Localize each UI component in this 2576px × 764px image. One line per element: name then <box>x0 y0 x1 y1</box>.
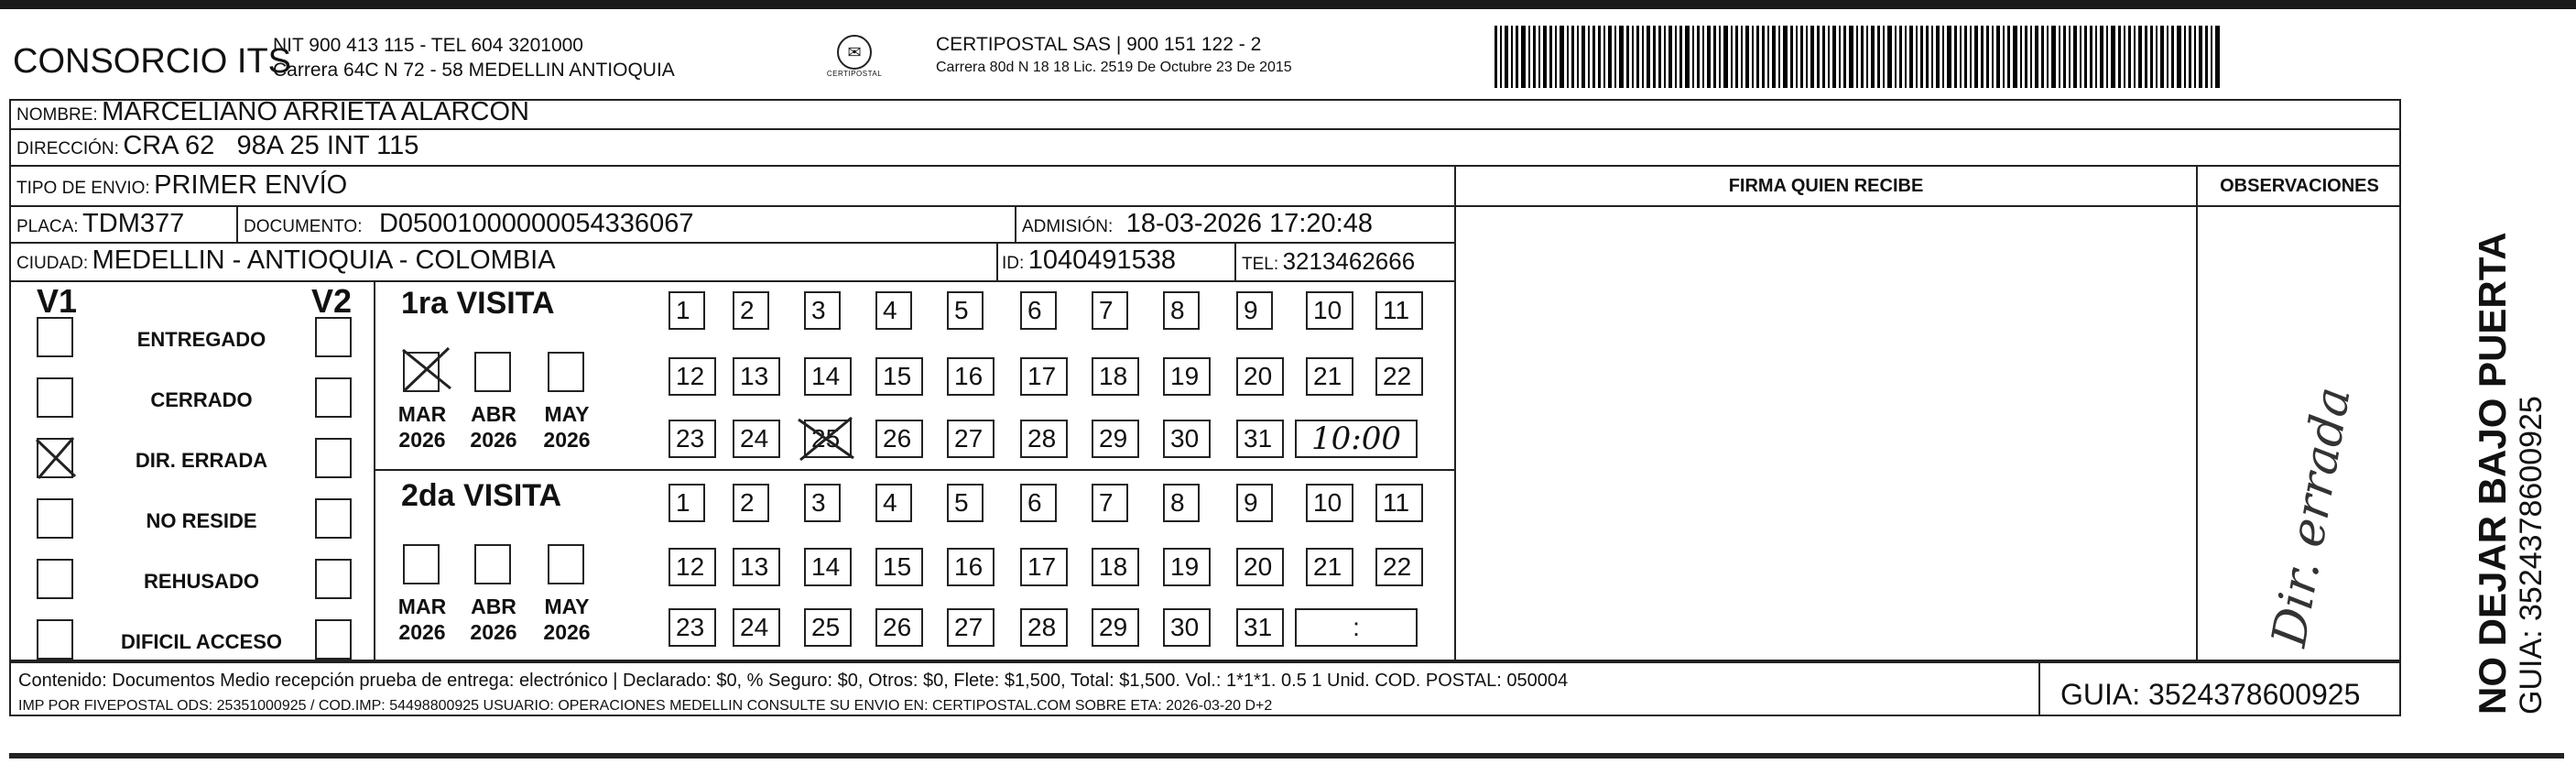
barcode-bar <box>2106 26 2108 88</box>
barcode-bar <box>1895 26 1897 88</box>
barcode-bar <box>1909 26 1913 88</box>
barcode-bar <box>1528 26 1530 88</box>
side-notice <box>2473 232 2549 715</box>
barcode-bar <box>2156 26 2158 88</box>
day-cell: 5 <box>947 484 984 522</box>
barcode-bar <box>1806 26 1808 88</box>
city-label: CIUDAD: <box>16 254 89 273</box>
barcode-bar <box>2063 26 2066 88</box>
barcode-bar <box>1731 26 1733 88</box>
month-checkbox <box>548 352 584 392</box>
barcode-bar <box>1626 26 1629 88</box>
plate-field <box>16 209 184 239</box>
barcode-bar <box>1581 26 1585 88</box>
day-cell: 20 <box>1236 548 1284 586</box>
barcode-bar <box>1668 26 1672 88</box>
barcode-bar <box>2003 26 2005 88</box>
barcode-bar <box>2030 26 2032 88</box>
day-cell: 17 <box>1020 548 1068 586</box>
barcode-bar <box>1871 26 1875 88</box>
side-notice-text: NO DEJAR BAJO PUERTA <box>2471 232 2514 715</box>
day-cell: 6 <box>1020 291 1057 330</box>
footer-guia: GUIA: 3524378600925 <box>2060 678 2361 711</box>
barcode-bar <box>1713 26 1716 88</box>
observations-handwriting: Dir. errada <box>2262 383 2362 651</box>
day-cell: 2 <box>733 484 769 522</box>
barcode-bar <box>1745 26 1749 88</box>
name-field <box>16 97 529 127</box>
barcode-bar <box>1560 26 1564 88</box>
footer-print-info: IMP POR FIVEPOSTAL ODS: 25351000925 / COD.IMP: 54498800925 USUARIO: OPERACIONES MEDELLIN CONSULTE SU ENVIO EN: CERTIPOSTAL.COM SOBRE ETA: 2026-03-20 D+2 <box>18 698 1273 714</box>
barcode-bar <box>1741 26 1743 88</box>
barcode-bar <box>1877 26 1880 88</box>
city-value: MEDELLIN - ANTIOQUIA - COLOMBIA <box>92 246 556 275</box>
barcode-bar <box>1592 26 1595 88</box>
month-checkbox <box>474 352 511 392</box>
barcode-bar <box>1790 26 1793 88</box>
company-nit: NIT 900 413 115 - TEL 604 3201000 <box>273 35 583 56</box>
month-year: 2026 <box>543 428 591 452</box>
certipostal-address: Carrera 80d N 18 18 Lic. 2519 De Octubre 23 De 2015 <box>936 60 1292 75</box>
barcode-bar <box>1822 26 1825 88</box>
day-cell: 10 <box>1306 484 1353 522</box>
company-address: Carrera 64C N 72 - 58 MEDELLIN ANTIOQUIA <box>273 60 675 81</box>
day-cell: 4 <box>875 291 912 330</box>
day-cell: 3 <box>804 291 841 330</box>
barcode-bar <box>2167 26 2168 88</box>
type-value: PRIMER ENVÍO <box>154 170 348 200</box>
admission-value: 18-03-2026 17:20:48 <box>1125 209 1373 238</box>
day-cell: 6 <box>1020 484 1057 522</box>
id-label: ID: <box>1002 254 1025 273</box>
barcode-bar <box>1883 26 1885 88</box>
day-cell: 28 <box>1020 420 1068 458</box>
v1-checkbox <box>37 619 73 660</box>
month-label <box>535 401 599 453</box>
day-cell: 16 <box>947 357 995 396</box>
barcode-bar <box>1899 26 1902 88</box>
certipostal-info <box>936 33 1292 79</box>
month-name: ABR <box>471 595 516 618</box>
barcode-bar <box>2095 26 2097 88</box>
barcode-bar <box>1986 26 1989 88</box>
barcode-bar <box>1992 26 1994 88</box>
day-cell: 15 <box>875 548 923 586</box>
barcode-bar <box>1810 26 1814 88</box>
month-checkbox <box>474 544 511 584</box>
barcode-bar <box>1960 26 1962 88</box>
id-field <box>1002 246 1176 276</box>
day-cell: 11 <box>1375 484 1423 522</box>
barcode-bar <box>1511 26 1513 88</box>
certipostal-logo <box>813 35 896 86</box>
status-label: ENTREGADO <box>136 328 266 351</box>
barcode-bar <box>2171 26 2174 88</box>
bottom-border <box>9 753 2564 759</box>
month-label <box>390 594 454 645</box>
day-cell: 8 <box>1163 484 1200 522</box>
status-label: DIFICIL ACCESO <box>120 630 282 653</box>
barcode-bar <box>1588 26 1590 88</box>
barcode-bar <box>1679 26 1682 88</box>
barcode-bar <box>1996 26 2000 88</box>
day-cell: 21 <box>1306 548 1353 586</box>
day-cell: 12 <box>668 357 716 396</box>
day-cell: 26 <box>875 420 923 458</box>
barcode-bar <box>1632 26 1634 88</box>
barcode-bar <box>1692 26 1694 88</box>
month-year: 2026 <box>398 620 446 644</box>
barcode-bar <box>2007 26 2010 88</box>
barcode-bar <box>2124 26 2125 88</box>
barcode-bar <box>1567 26 1569 88</box>
barcode-bar <box>1778 26 1780 88</box>
day-cell: 22 <box>1375 548 1423 586</box>
barcode-bar <box>1828 26 1830 88</box>
barcode-bar <box>1783 26 1788 88</box>
barcode-bar <box>2051 26 2056 88</box>
day-cell: 26 <box>875 608 923 647</box>
barcode-bar <box>2189 26 2191 88</box>
v1-header: V1 <box>37 282 78 320</box>
city-field <box>16 246 556 276</box>
company-name: CONSORCIO ITS <box>13 42 292 81</box>
v1-checkbox <box>37 559 73 599</box>
v2-checkbox <box>315 377 352 418</box>
month-name: MAR <box>397 402 447 426</box>
certipostal-name: CERTIPOSTAL SAS | 900 151 122 - 2 <box>936 34 1262 55</box>
day-cell: 27 <box>947 608 995 647</box>
barcode-bar <box>1926 26 1929 88</box>
barcode-bar <box>1675 26 1677 88</box>
barcode-bar <box>1538 26 1540 88</box>
day-cell: 19 <box>1163 357 1211 396</box>
barcode-bar <box>1772 26 1776 88</box>
barcode-bar <box>1658 26 1661 88</box>
tel-label: TEL: <box>1242 255 1279 274</box>
barcode-bar <box>1719 26 1721 88</box>
v2-checkbox <box>315 619 352 660</box>
barcode-bar <box>2111 26 2115 88</box>
barcode-bar <box>1954 26 1957 88</box>
month-checkbox <box>403 544 440 584</box>
barcode-bar <box>2069 26 2071 88</box>
day-cell: 29 <box>1092 420 1139 458</box>
barcode-bar <box>2160 26 2164 88</box>
barcode-bar <box>1905 26 1907 88</box>
month-name: MAR <box>397 595 447 618</box>
barcode-bar <box>1664 26 1666 88</box>
barcode-bar <box>2138 26 2142 88</box>
barcode-bar <box>2020 26 2022 88</box>
first-visit-title: 1ra VISITA <box>401 286 555 321</box>
barcode-bar <box>1571 26 1574 88</box>
barcode-bar <box>1636 26 1639 88</box>
side-guia: GUIA: 3524378600925 <box>2514 396 2549 715</box>
tel-field <box>1242 247 1415 276</box>
v1-checkbox <box>37 317 73 357</box>
day-cell: 2 <box>733 291 769 330</box>
barcode-bar <box>1916 26 1918 88</box>
type-label: TIPO DE ENVIO: <box>16 179 150 198</box>
barcode-bar <box>1964 26 1967 88</box>
barcode-bar <box>1577 26 1579 88</box>
barcode-bar <box>2205 26 2208 88</box>
barcode-bar <box>2035 26 2038 88</box>
barcode-bar <box>1942 26 1944 88</box>
address-label: DIRECCIÓN: <box>16 139 119 158</box>
barcode <box>1495 26 2227 88</box>
status-label: REHUSADO <box>144 570 259 593</box>
month-label <box>462 594 526 645</box>
v2-checkbox <box>315 559 352 599</box>
day-cell: 24 <box>733 420 780 458</box>
barcode-bar <box>1762 26 1765 88</box>
barcode-bar <box>1707 26 1711 88</box>
barcode-bar <box>1817 26 1820 88</box>
barcode-bar <box>2100 26 2103 88</box>
day-cell: 25 <box>804 608 852 647</box>
barcode-bar <box>2150 26 2153 88</box>
month-year: 2026 <box>470 620 517 644</box>
barcode-bar <box>2128 26 2131 88</box>
type-field <box>16 170 347 201</box>
barcode-bar <box>2177 26 2181 88</box>
barcode-bar <box>2025 26 2027 88</box>
barcode-bar <box>1603 26 1605 88</box>
day-cell: 10 <box>1306 291 1353 330</box>
day-cell: 30 <box>1163 420 1211 458</box>
day-check-mark <box>797 416 855 462</box>
barcode-bar <box>2080 26 2081 88</box>
barcode-bar <box>1685 26 1690 88</box>
barcode-bar <box>2211 26 2212 88</box>
barcode-bar <box>2134 26 2136 88</box>
barcode-bar <box>2090 26 2092 88</box>
barcode-bar <box>1849 26 1853 88</box>
day-cell: 16 <box>947 548 995 586</box>
day-cell: 1 <box>668 291 705 330</box>
status-label: NO RESIDE <box>146 509 257 532</box>
day-cell: 27 <box>947 420 995 458</box>
day-cell: 7 <box>1092 484 1128 522</box>
barcode-bar <box>1642 26 1644 88</box>
day-cell: 21 <box>1306 357 1353 396</box>
day-cell: 18 <box>1092 357 1139 396</box>
day-cell: 29 <box>1092 608 1139 647</box>
barcode-bar <box>1735 26 1738 88</box>
address-field <box>16 131 418 161</box>
name-label: NOMBRE: <box>16 105 98 125</box>
month-checkbox <box>548 544 584 584</box>
v1-checkbox <box>37 498 73 539</box>
barcode-bar <box>1619 26 1624 88</box>
barcode-bar <box>1974 26 1978 88</box>
document-field <box>244 209 693 239</box>
barcode-bar <box>1549 26 1552 88</box>
barcode-bar <box>2118 26 2121 88</box>
barcode-bar <box>1756 26 1759 88</box>
barcode-bar <box>2145 26 2147 88</box>
barcode-bar <box>2073 26 2077 88</box>
day-cell: 13 <box>733 548 780 586</box>
day-cell: 18 <box>1092 548 1139 586</box>
day-cell: 30 <box>1163 608 1211 647</box>
barcode-bar <box>1887 26 1892 88</box>
day-cell: 14 <box>804 548 852 586</box>
day-cell: 31 <box>1236 608 1284 647</box>
logo-icon: ✉ <box>837 35 872 70</box>
name-value: MARCELIANO ARRIETA ALARCON <box>102 97 529 126</box>
day-cell: 20 <box>1236 357 1284 396</box>
day-cell: 11 <box>1375 291 1423 330</box>
month-name: MAY <box>544 595 590 618</box>
day-cell: 23 <box>668 420 716 458</box>
v2-checkbox <box>315 438 352 478</box>
barcode-bar <box>1931 26 1933 88</box>
day-cell: 28 <box>1020 608 1068 647</box>
status-label: DIR. ERRADA <box>135 449 268 472</box>
barcode-bar <box>1505 26 1508 88</box>
day-cell: 25 <box>804 420 852 458</box>
address-value: CRA 62 98A 25 INT 115 <box>123 131 419 160</box>
barcode-bar <box>1533 26 1536 88</box>
month-label <box>390 401 454 453</box>
barcode-bar <box>1796 26 1798 88</box>
day-cell: 8 <box>1163 291 1200 330</box>
barcode-bar <box>2047 26 2049 88</box>
day-cell: 15 <box>875 357 923 396</box>
day-cell: 4 <box>875 484 912 522</box>
second-visit-title: 2da VISITA <box>401 478 562 513</box>
day-cell: 24 <box>733 608 780 647</box>
observations-header: OBSERVACIONES <box>2220 176 2379 196</box>
day-cell: 7 <box>1092 291 1128 330</box>
day-cell: 23 <box>668 608 716 647</box>
signature-header: FIRMA QUIEN RECIBE <box>1728 176 1924 196</box>
document-label: DOCUMENTO: <box>244 217 363 236</box>
barcode-bar <box>1843 26 1846 88</box>
day-cell: 22 <box>1375 357 1423 396</box>
barcode-bar <box>1752 26 1754 88</box>
logo-text: CERTIPOSTAL <box>826 70 883 78</box>
barcode-bar <box>1653 26 1656 88</box>
day-cell: 5 <box>947 291 984 330</box>
day-cell: 9 <box>1236 291 1273 330</box>
barcode-bar <box>1702 26 1704 88</box>
barcode-bar <box>2199 26 2202 88</box>
barcode-bar <box>1947 26 1951 88</box>
footer-content: Contenido: Documentos Medio recepción prueba de entrega: electrónico | Declarado: $0, % Seguro: $0, Otros: $0, Flete: $1,500, Total: $1,500. Vol.: 1*1*1. 0.5 1 Unid. COD. POSTAL: 050004 <box>18 671 1569 691</box>
barcode-bar <box>1614 26 1616 88</box>
barcode-bar <box>2215 26 2220 88</box>
barcode-bar <box>1723 26 1728 88</box>
v2-header: V2 <box>311 282 353 320</box>
day-cell: 3 <box>804 484 841 522</box>
month-label <box>535 594 599 645</box>
status-label: CERRADO <box>150 388 253 411</box>
plate-value: TDM377 <box>82 209 185 238</box>
month-check-mark <box>401 346 452 392</box>
admission-label: ADMISIÓN: <box>1022 217 1114 236</box>
day-cell: 31 <box>1236 420 1284 458</box>
barcode-bar <box>1647 26 1650 88</box>
barcode-bar <box>2059 26 2060 88</box>
barcode-bar <box>1981 26 1984 88</box>
plate-label: PLACA: <box>16 217 79 236</box>
barcode-bar <box>1856 26 1858 88</box>
day-cell: 19 <box>1163 548 1211 586</box>
barcode-bar <box>1543 26 1547 88</box>
time-cell: 10:00 <box>1295 420 1418 458</box>
top-border <box>0 0 2576 9</box>
day-cell: 12 <box>668 548 716 586</box>
barcode-bar <box>1767 26 1769 88</box>
tel-value: 3213462666 <box>1282 247 1416 275</box>
barcode-bar <box>1832 26 1836 88</box>
barcode-bar <box>1495 26 1497 88</box>
barcode-bar <box>1861 26 1864 88</box>
day-cell: 17 <box>1020 357 1068 396</box>
barcode-bar <box>1839 26 1841 88</box>
month-year: 2026 <box>398 428 446 452</box>
v2-checkbox <box>315 498 352 539</box>
time-cell: : <box>1295 608 1418 647</box>
barcode-bar <box>2084 26 2087 88</box>
barcode-bar <box>1970 26 1972 88</box>
day-cell: 13 <box>733 357 780 396</box>
barcode-bar <box>2184 26 2186 88</box>
v1-check-mark <box>35 436 77 480</box>
month-year: 2026 <box>543 620 591 644</box>
barcode-bar <box>1608 26 1612 88</box>
barcode-bar <box>2013 26 2017 88</box>
month-label <box>462 401 526 453</box>
barcode-bar <box>2194 26 2196 88</box>
month-name: MAY <box>544 402 590 426</box>
id-value: 1040491538 <box>1027 246 1177 275</box>
month-year: 2026 <box>470 428 517 452</box>
barcode-bar <box>1866 26 1868 88</box>
v1-checkbox <box>37 377 73 418</box>
barcode-bar <box>1697 26 1700 88</box>
company-nit-block <box>273 33 675 82</box>
barcode-bar <box>1936 26 1940 88</box>
barcode-bar <box>1920 26 1923 88</box>
barcode-bar <box>1516 26 1518 88</box>
month-name: ABR <box>471 402 516 426</box>
barcode-bar <box>1598 26 1601 88</box>
barcode-bar <box>1555 26 1557 88</box>
day-cell: 1 <box>668 484 705 522</box>
admission-field <box>1022 209 1373 239</box>
v2-checkbox <box>315 317 352 357</box>
barcode-bar <box>1800 26 1803 88</box>
barcode-bar <box>2041 26 2044 88</box>
barcode-bar <box>1500 26 1502 88</box>
day-cell: 14 <box>804 357 852 396</box>
day-cell: 9 <box>1236 484 1273 522</box>
barcode-bar <box>1521 26 1526 88</box>
document-value: D05001000000054336067 <box>378 209 694 238</box>
